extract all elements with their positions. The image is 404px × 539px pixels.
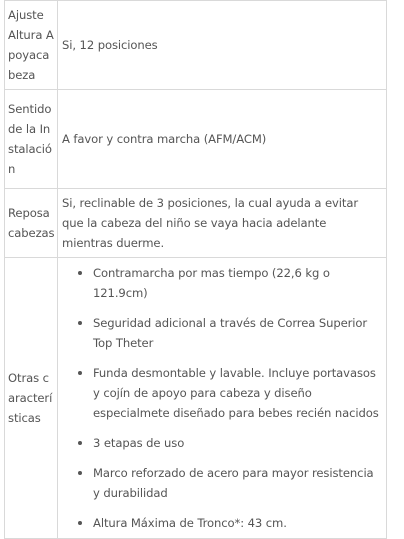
table-row	[5, 1, 387, 90]
row-label-other-features: Otras características	[5, 258, 58, 539]
list-item	[93, 463, 380, 503]
feature-text: Seguridad adicional a través de Correa Superior Top Theter	[93, 316, 368, 350]
specifications-table	[4, 0, 387, 539]
list-item	[93, 263, 380, 303]
row-value-headrest: Si, reclinable de 3 posiciones, la cual ayuda a evitar que la cabeza del niño se vaya hacia adelante mientras duerme.	[58, 189, 387, 258]
row-value-headrest-height: Si, 12 posiciones	[58, 1, 387, 90]
table-row	[5, 258, 387, 539]
bullet-icon	[78, 271, 82, 275]
feature-text: Marco reforzado de acero para mayor resistencia y durabilidad	[93, 466, 374, 500]
list-item	[93, 313, 380, 353]
list-item	[93, 513, 380, 533]
bullet-icon	[78, 441, 82, 445]
table-row	[5, 90, 387, 189]
row-value-other-features	[58, 258, 387, 539]
bullet-icon	[78, 471, 82, 475]
row-label-headrest: Reposacabezas	[5, 189, 58, 258]
row-label-headrest-height: Ajuste Altura Apoyacabeza	[5, 1, 58, 90]
row-label-installation-direction: Sentido de la Instalación	[5, 90, 58, 189]
bullet-icon	[78, 521, 82, 525]
list-item	[93, 433, 380, 453]
feature-text: Contramarcha por mas tiempo (22,6 kg o 121.9cm)	[93, 266, 330, 300]
row-value-installation-direction: A favor y contra marcha (AFM/ACM)	[58, 90, 387, 189]
bullet-icon	[78, 321, 82, 325]
bullet-icon	[78, 371, 82, 375]
feature-text: Funda desmontable y lavable. Incluye portavasos y cojín de apoyo para cabeza y diseño especialmete diseñado para bebes recién nacidos	[93, 366, 379, 420]
feature-text: Altura Máxima de Tronco*: 43 cm.	[93, 516, 287, 530]
features-list	[62, 263, 380, 533]
table-row	[5, 189, 387, 258]
feature-text: 3 etapas de uso	[93, 436, 185, 450]
list-item	[93, 363, 380, 423]
